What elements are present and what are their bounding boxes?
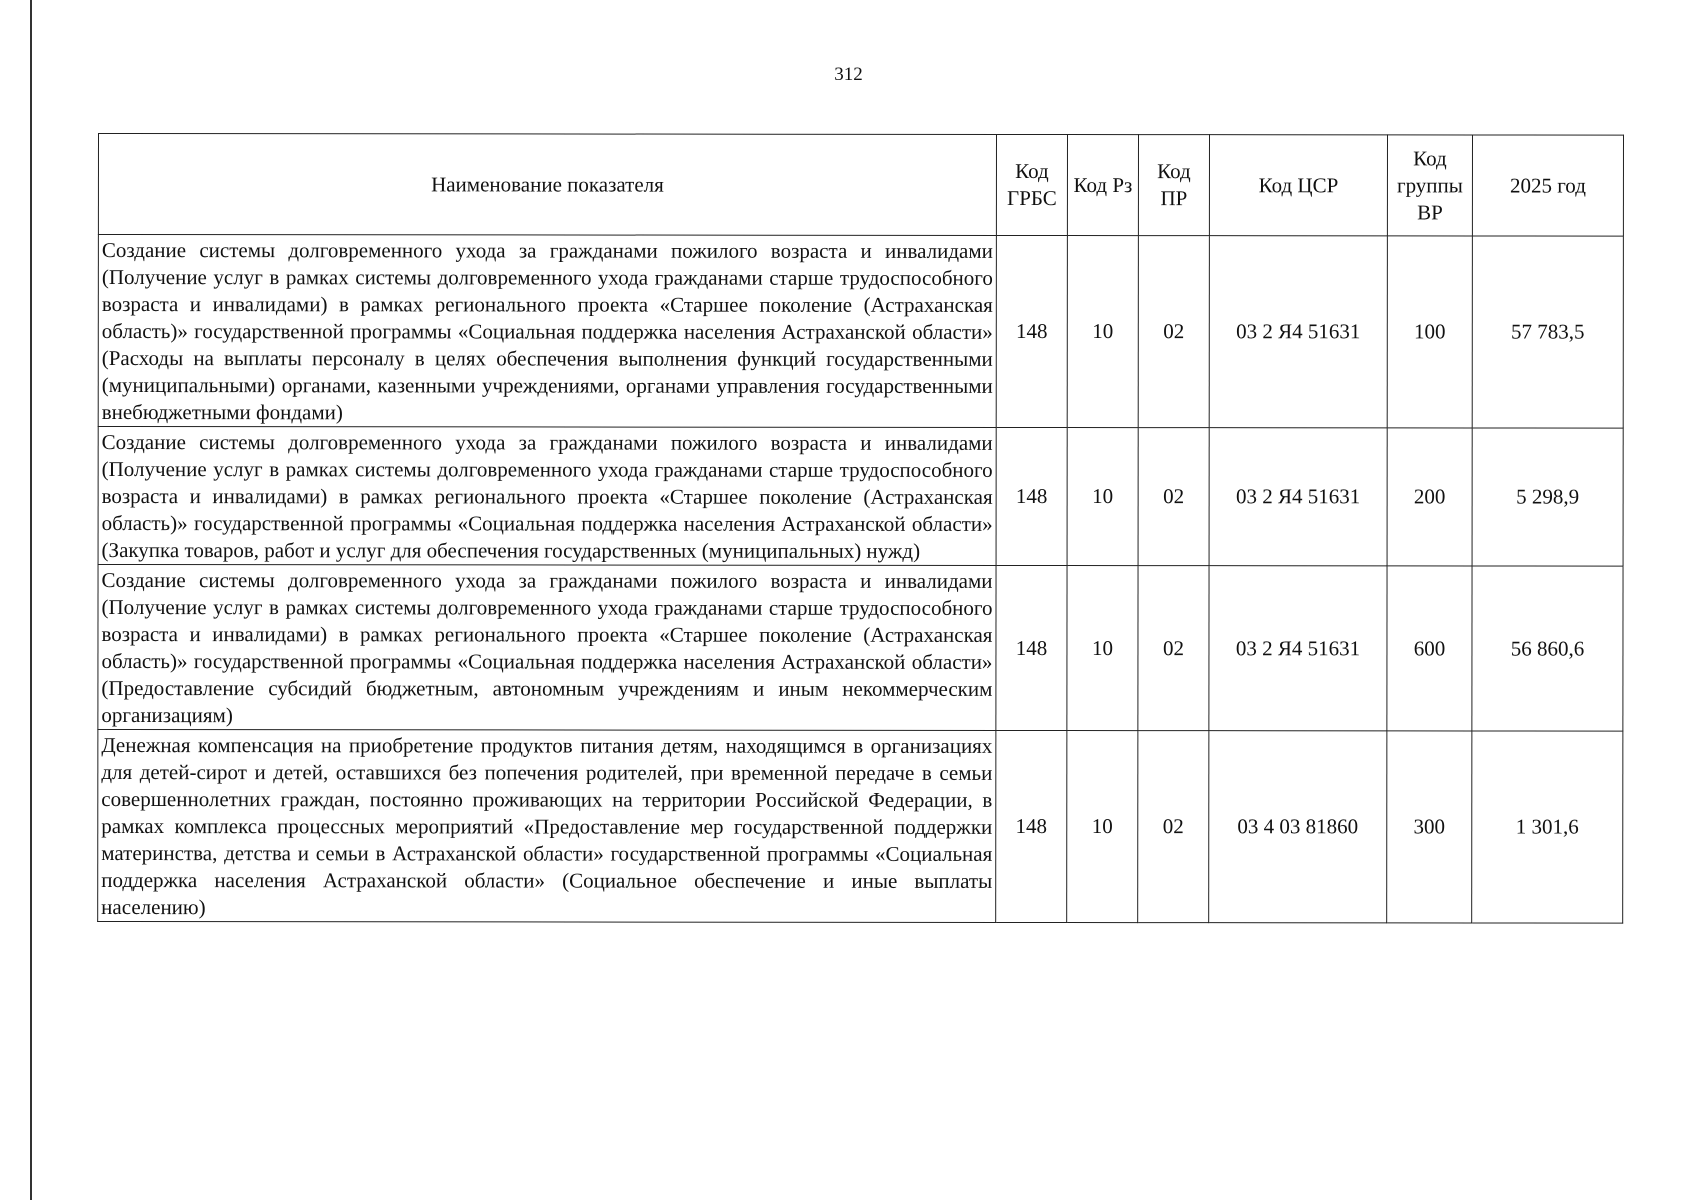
cell-pr: 02 (1138, 428, 1209, 566)
header-grbs: Код ГРБС (996, 134, 1067, 235)
header-rz: Код Рз (1067, 135, 1138, 236)
cell-vr: 600 (1387, 566, 1472, 731)
cell-rz: 10 (1067, 731, 1138, 923)
table-row (98, 235, 1623, 429)
header-vr: Код группы ВР (1387, 135, 1472, 236)
cell-vr: 100 (1387, 236, 1472, 428)
cell-year: 57 783,5 (1472, 236, 1623, 428)
cell-pr: 02 (1138, 731, 1209, 923)
cell-name: Денежная компенсация на приобретение продуктов питания детям, находящимся в организациях для детей-сирот и детей, оставшихся без попечения родителей, при временной передаче в семьи совершеннолетних граждан, постоянно проживающих на территории Российской Федерации, в рамках комплекса процессных мероприятий «Предоставление мер государственной поддержки материнства, детства и семьи в Астраханской области» государственной программы «Социальная поддержка населения Астраханской области» (Социальное обеспечение и иные выплаты населению) (98, 730, 996, 923)
header-pr: Код ПР (1138, 135, 1209, 236)
cell-vr: 200 (1387, 428, 1472, 566)
cell-name: Создание системы долговременного ухода за гражданами пожилого возраста и инвалидами (Получение услуг в рамках системы долговременного ухода гражданами старше трудоспособного возраста и инвалидами) в рамках регионального проекта «Старшее поколение (Астраханская область)» государственной программы «Социальная поддержка населения Астраханской области» (Закупка товаров, работ и услуг для обеспечения государственных (муниципальных) нужд) (98, 427, 996, 566)
cell-grbs: 148 (996, 565, 1067, 730)
header-csr: Код ЦСР (1209, 135, 1387, 236)
cell-name: Создание системы долговременного ухода за гражданами пожилого возраста и инвалидами (Получение услуг в рамках системы долговременного ухода гражданами старше трудоспособного возраста и инвалидами) в рамках регионального проекта «Старшее поколение (Астраханская область)» государственной программы «Социальная поддержка населения Астраханской области» (Расходы на выплаты персоналу в целях обеспечения выполнения функций государственными (муниципальными) органами, казенными учреждениями, органами управления государственными внебюджетными фондами) (98, 235, 996, 428)
cell-csr: 03 2 Я4 51631 (1209, 428, 1387, 566)
cell-csr: 03 2 Я4 51631 (1209, 236, 1387, 428)
cell-rz: 10 (1067, 566, 1138, 731)
cell-year: 56 860,6 (1472, 566, 1623, 731)
cell-year: 5 298,9 (1472, 428, 1623, 566)
cell-rz: 10 (1067, 236, 1138, 428)
budget-table (97, 133, 1624, 924)
cell-csr: 03 2 Я4 51631 (1209, 566, 1387, 731)
cell-year: 1 301,6 (1472, 731, 1623, 923)
table-header-row (98, 134, 1623, 237)
cell-grbs: 148 (996, 730, 1067, 922)
table-row (98, 730, 1623, 924)
cell-csr: 03 4 03 81860 (1209, 731, 1387, 923)
header-year: 2025 год (1472, 135, 1623, 236)
table-row (98, 565, 1623, 732)
cell-pr: 02 (1138, 566, 1209, 731)
cell-grbs: 148 (996, 235, 1067, 427)
cell-rz: 10 (1067, 428, 1138, 566)
cell-pr: 02 (1138, 236, 1209, 428)
cell-vr: 300 (1387, 731, 1472, 923)
header-name: Наименование показателя (98, 134, 996, 236)
cell-grbs: 148 (996, 427, 1067, 565)
cell-name: Создание системы долговременного ухода за гражданами пожилого возраста и инвалидами (Получение услуг в рамках системы долговременного ухода гражданами старше трудоспособного возраста и инвалидами) в рамках регионального проекта «Старшее поколение (Астраханская область)» государственной программы «Социальная поддержка населения Астраханской области» (Предоставление субсидий бюджетным, автономным учреждениям и иным некоммерческим организациям) (98, 565, 996, 731)
page-number: 312 (834, 64, 863, 85)
table-row (98, 427, 1623, 567)
binding-margin-line (30, 0, 32, 1200)
